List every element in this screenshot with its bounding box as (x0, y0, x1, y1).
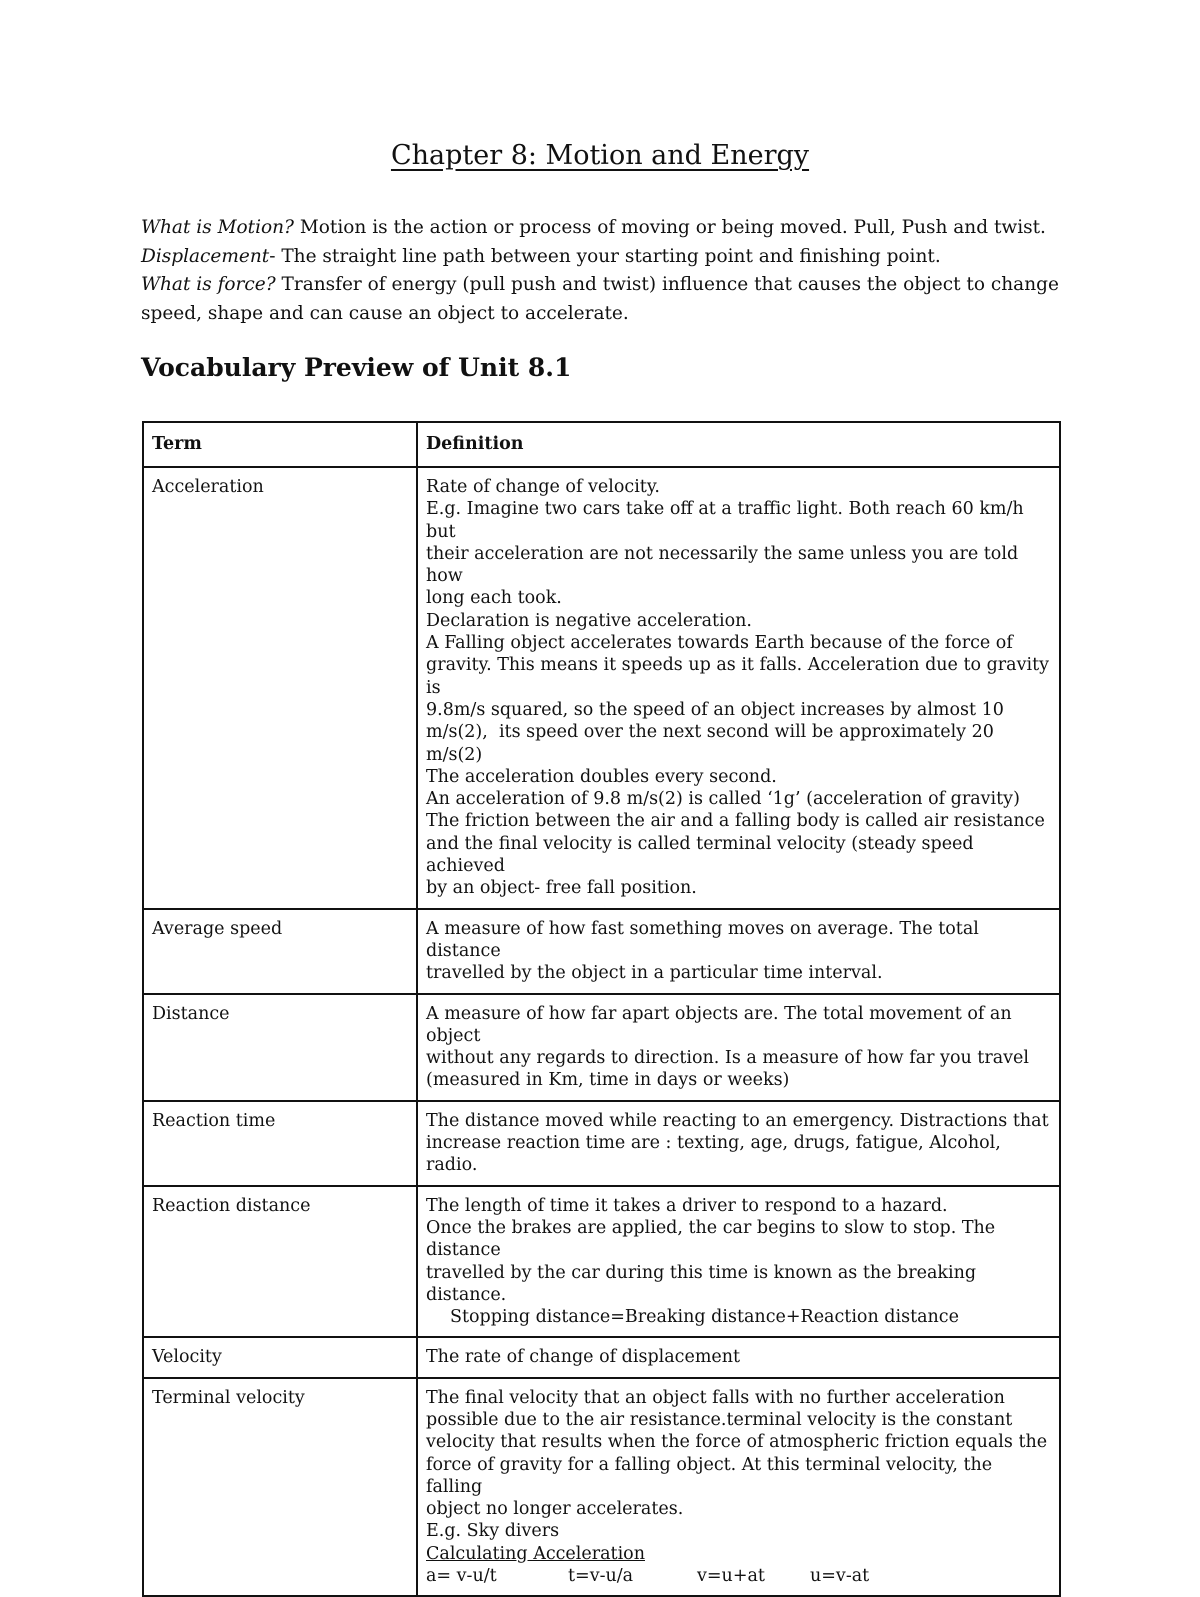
intro-block (141, 214, 1071, 328)
definition-cell (417, 994, 1060, 1101)
term-cell: Terminal velocity (143, 1378, 417, 1597)
page-title: Chapter 8: Motion and Energy (390, 140, 810, 171)
definition-line: The distance moved while reacting to an emergency. Distractions that (426, 1110, 1049, 1131)
definition-line: Once the brakes are applied, the car begins to slow to stop. The distance (426, 1217, 1001, 1261)
table-row (143, 1378, 1060, 1597)
definition-cell (417, 1337, 1060, 1377)
vocabulary-table (142, 421, 1061, 1597)
definition-line: increase reaction time are : texting, age, drugs, fatigue, Alcohol, radio. (426, 1133, 1007, 1176)
definition-line: m/s(2), its speed over the next second will be approximately 20 m/s(2) (426, 722, 1000, 765)
definition-line: and the final velocity is called terminal velocity (steady speed achieved (426, 833, 980, 877)
definition-line: 9.8m/s squared, so the speed of an object increases by almost 10 (426, 699, 1004, 720)
definition-line: The friction between the air and a falling body is called air resistance (426, 811, 1045, 832)
table-row (143, 1337, 1060, 1377)
definition-line: travelled by the object in a particular time interval. (426, 963, 883, 984)
definition-header: Definition (417, 422, 1060, 467)
formula: t=v-u/a (568, 1566, 634, 1587)
definition-line: gravity. This means it speeds up as it falls. Acceleration due to gravity is (426, 655, 1055, 698)
term-cell: Reaction distance (143, 1186, 417, 1338)
calculating-acceleration-heading: Calculating Acceleration (426, 1543, 645, 1564)
intro-label: What is force? (141, 274, 276, 295)
section-heading: Vocabulary Preview of Unit 8.1 (141, 353, 572, 382)
term-cell: Velocity (143, 1337, 417, 1377)
acceleration-formulas (426, 1565, 1051, 1587)
definition-line: force of gravity for a falling object. At this terminal velocity, the falling (426, 1454, 998, 1497)
table-row (143, 909, 1060, 994)
definition-line: their acceleration are not necessarily the same unless you are told how (426, 543, 1024, 587)
definition-line: long each took. (426, 588, 562, 609)
definition-line: velocity that results when the force of atmospheric friction equals the (426, 1432, 1048, 1453)
definition-line: An acceleration of 9.8 m/s(2) is called ‘1g’ (acceleration of gravity) (426, 789, 1020, 810)
formula: u=v-at (810, 1566, 870, 1587)
definition-line: The final velocity that an object falls with no further acceleration (426, 1387, 1005, 1408)
definition-line: object no longer accelerates. (426, 1499, 684, 1520)
intro-label: Displacement (141, 245, 270, 267)
definition-line: The rate of change of displacement (426, 1347, 741, 1368)
intro-text: - The straight line path between your starting point and finishing point. (269, 245, 941, 267)
formula: v=u+at (697, 1566, 765, 1587)
definition-line: The acceleration doubles every second. (426, 766, 777, 787)
definition-line: Declaration is negative acceleration. (426, 610, 752, 631)
definition-line: Rate of change of velocity. (426, 477, 660, 497)
term-cell: Average speed (143, 909, 417, 994)
definition-line: (measured in Km, time in days or weeks) (426, 1070, 790, 1091)
stopping-distance-formula: Stopping distance=Breaking distance+Reaction distance (450, 1307, 959, 1328)
intro-label: What is Motion? (141, 217, 294, 238)
definition-line: possible due to the air resistance.terminal velocity is the constant (426, 1409, 1013, 1430)
definition-line: by an object- free fall position. (426, 878, 697, 899)
intro-text: Transfer of energy (pull push and twist) influence that causes the object to change speed, shape and can cause an object to accelerate. (141, 274, 1059, 324)
definition-cell (417, 467, 1060, 909)
definition-line: E.g. Imagine two cars take off at a traffic light. Both reach 60 km/h but (426, 499, 1030, 542)
intro-text: Motion is the action or process of moving or being moved. Pull, Push and twist. (293, 217, 1046, 238)
definition-line: travelled by the car during this time is known as the breaking distance. (426, 1262, 982, 1305)
definition-line: The length of time it takes a driver to respond to a hazard. (426, 1195, 948, 1216)
definition-cell (417, 1378, 1060, 1597)
term-cell: Reaction time (143, 1101, 417, 1186)
definition-line: without any regards to direction. Is a measure of how far you travel (426, 1048, 1029, 1069)
definition-cell (417, 1186, 1060, 1338)
table-row (143, 994, 1060, 1101)
table-row (143, 1186, 1060, 1338)
term-cell: Distance (143, 994, 417, 1101)
table-row (143, 467, 1060, 909)
term-header: Term (143, 422, 417, 467)
table-row (143, 1101, 1060, 1186)
term-cell: Acceleration (143, 467, 417, 909)
definition-cell (417, 909, 1060, 994)
table-header-row (143, 422, 1060, 467)
definition-cell (417, 1101, 1060, 1186)
definition-line: A measure of how far apart objects are. The total movement of an object (426, 1003, 1018, 1046)
definition-line: A measure of how fast something moves on average. The total distance (426, 918, 985, 961)
intro-force (141, 271, 1071, 328)
intro-motion (141, 214, 1071, 243)
table-body (143, 467, 1060, 1596)
formula: a= v-u/t (426, 1566, 497, 1587)
intro-displacement (141, 243, 1071, 272)
definition-line: E.g. Sky divers (426, 1521, 560, 1542)
definition-line: A Falling object accelerates towards Earth because of the force of (426, 633, 1013, 654)
